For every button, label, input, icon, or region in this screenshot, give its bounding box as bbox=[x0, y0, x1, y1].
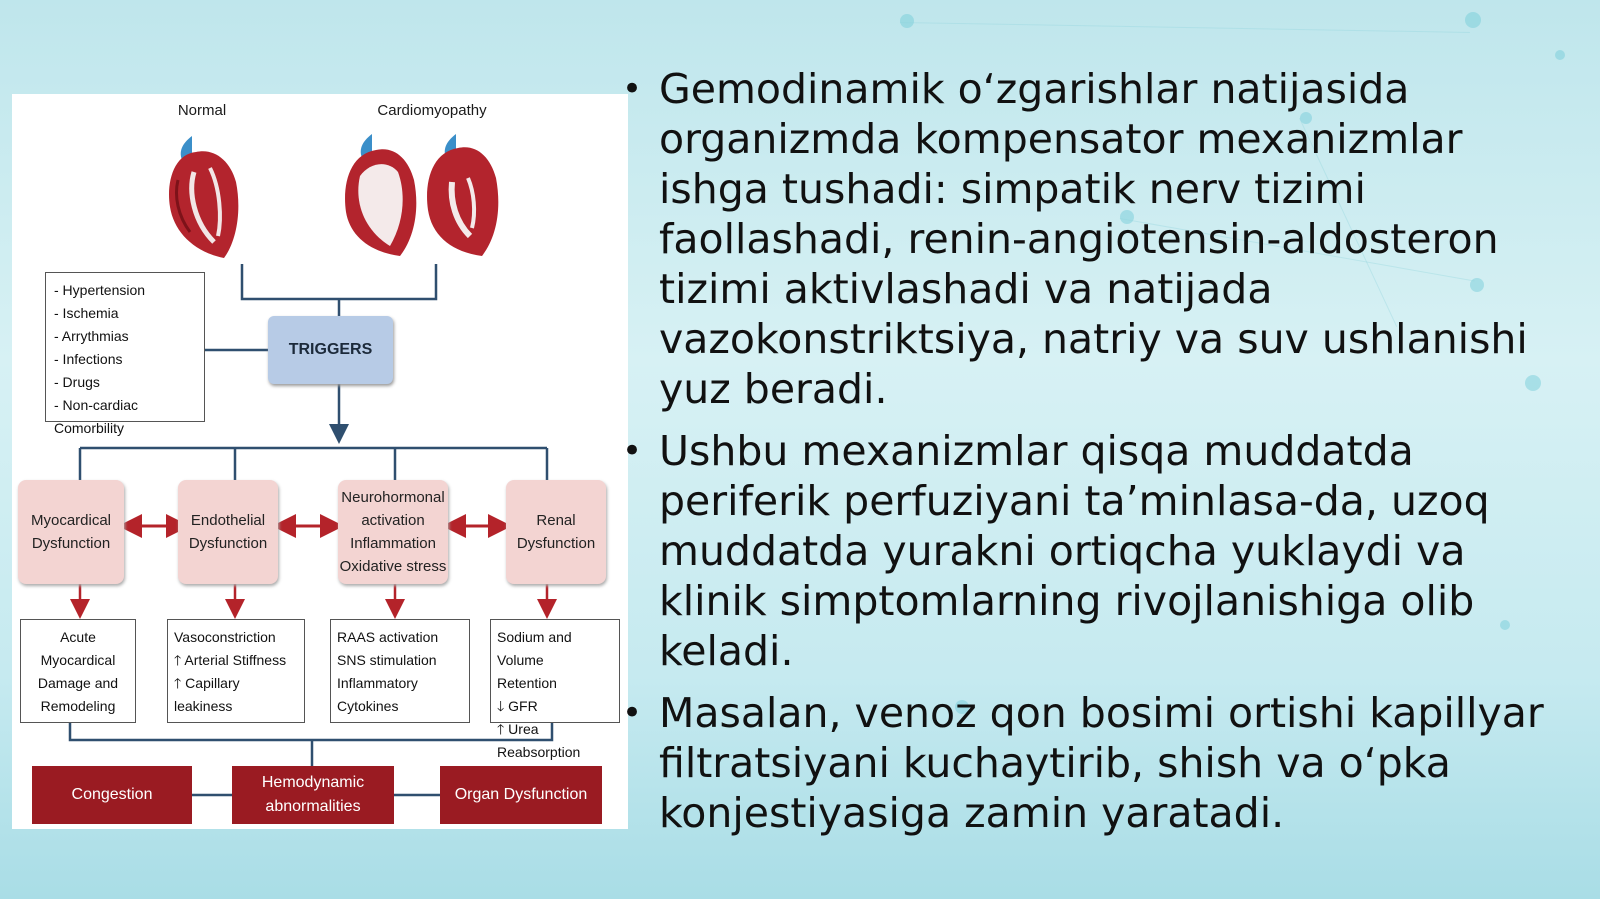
outcome-line: 🡑 Arterial Stiffness bbox=[174, 652, 287, 668]
outcome-box-endothelial bbox=[167, 619, 305, 723]
trigger-item: - Non-cardiac Comorbility bbox=[54, 397, 139, 436]
outcome-line: Retention bbox=[497, 675, 557, 691]
renal-dysfunction-box: Renal Dysfunction bbox=[506, 480, 606, 584]
outcome-line: 🡑 Urea Reabsorption bbox=[497, 721, 581, 760]
outcome-line: Acute Myocardical bbox=[40, 629, 116, 668]
normal-heart-icon bbox=[164, 132, 244, 262]
outcome-line: Damage and bbox=[37, 675, 119, 691]
outcome-line: 🡓 GFR bbox=[497, 698, 538, 714]
bullet-item bbox=[622, 688, 1552, 838]
outcome-line: Inflammatory Cytokines bbox=[337, 675, 418, 714]
normal-label: Normal bbox=[177, 102, 227, 119]
outcome-line: 🡑 Capillary leakiness bbox=[174, 675, 240, 714]
trigger-item: - Infections bbox=[54, 351, 123, 367]
myocardial-dysfunction-box: Myocardical Dysfunction bbox=[18, 480, 124, 584]
dilated-heart-icon bbox=[342, 132, 422, 262]
organ-dysfunction-box: Organ Dysfunction bbox=[440, 766, 602, 824]
outcome-line: Sodium and Volume bbox=[497, 629, 572, 668]
trigger-item: - Ischemia bbox=[54, 305, 119, 321]
outcome-box-renal bbox=[490, 619, 620, 760]
bullet-text: Ushbu mexanizmlar qisqa muddatda periferik perfuziyani ta’minlasa-da, uzoq muddatda yurakni ortiqcha yuklaydi va klinik simptomlarning rivojlanishiga olib keladi. bbox=[659, 427, 1490, 675]
bg-line bbox=[900, 22, 1470, 33]
trigger-item: - Hypertension bbox=[54, 282, 146, 298]
outcome-box-myocardial bbox=[20, 619, 136, 723]
hemodynamic-abnormalities-box: Hemodynamic abnormalities bbox=[232, 766, 394, 824]
bg-node bbox=[1465, 12, 1481, 28]
hypertrophic-heart-icon bbox=[422, 132, 502, 262]
trigger-item: - Arrythmias bbox=[54, 328, 129, 344]
bg-node bbox=[1555, 50, 1565, 60]
bullet-text: Gemodinamik o‘zgarishlar natijasida organizmda kompensator mexanizmlar ishga tushadi: simpatik nerv tizimi faollashadi, renin-angiotensin-aldosteron tizimi aktivlashadi va natijada vazokonstriktsiya, natriy va suv ushlanishi yuz beradi. bbox=[659, 65, 1528, 413]
trigger-item: - Drugs bbox=[54, 374, 100, 390]
bullet-list bbox=[622, 64, 1552, 850]
bg-node bbox=[900, 14, 914, 28]
heart-failure-diagram bbox=[12, 94, 628, 829]
congestion-box: Congestion bbox=[32, 766, 192, 824]
outcome-line: Remodeling bbox=[40, 698, 116, 714]
neurohormonal-box: Neurohormonal activation Inflammation Oxidative stress bbox=[338, 480, 448, 584]
bullet-dot-icon: • bbox=[622, 431, 643, 471]
bullet-text: Masalan, venoz qon bosimi ortishi kapillyar filtratsiyani kuchaytirib, shish va o‘pka konjestiyasiga zamin yaratadi. bbox=[659, 689, 1544, 837]
cardiomyopathy-label: Cardiomyopathy bbox=[377, 102, 487, 119]
outcome-line: SNS stimulation bbox=[337, 652, 437, 668]
trigger-list-box bbox=[45, 272, 205, 436]
endothelial-dysfunction-box: Endothelial Dysfunction bbox=[178, 480, 278, 584]
outcome-line: Vasoconstriction bbox=[174, 629, 276, 645]
bullet-item bbox=[622, 64, 1552, 414]
bullet-dot-icon: • bbox=[622, 69, 643, 109]
bullet-dot-icon: • bbox=[622, 693, 643, 733]
outcome-box-neurohormonal bbox=[330, 619, 470, 723]
bullet-item bbox=[622, 426, 1552, 676]
outcome-line: RAAS activation bbox=[337, 629, 439, 645]
triggers-box: TRIGGERS bbox=[268, 316, 393, 384]
